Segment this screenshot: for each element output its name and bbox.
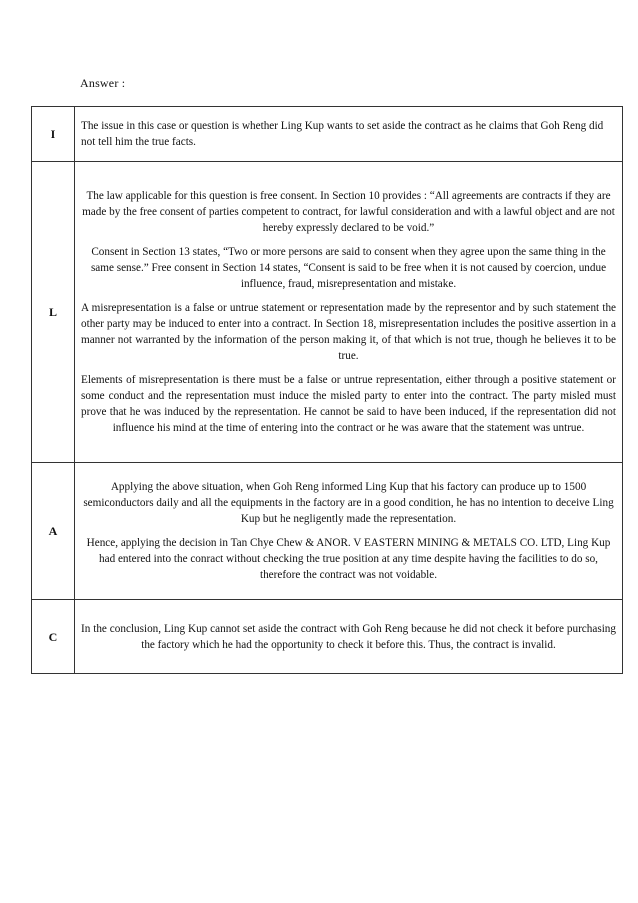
issue-letter: I [32, 107, 75, 162]
law-paragraph: A misrepresentation is a false or untrue statement or representation made by the representor and by such statement the other party may be induced to enter into a contract. In Section 18, misrepresentation includes the positive assertion in a manner not warranted by the information of the person making it, of that which is not true, though he believes it to be true. [81, 302, 616, 362]
irac-table [31, 106, 623, 674]
issue-paragraph: The issue in this case or question is whether Ling Kup wants to set aside the contract as he claims that Goh Reng did not tell him the true facts. [81, 120, 604, 148]
conclusion-letter: C [32, 600, 75, 674]
application-row [32, 463, 623, 600]
issue-content [75, 107, 623, 162]
issue-row [32, 107, 623, 162]
application-content [75, 463, 623, 600]
conclusion-content [75, 600, 623, 674]
law-row [32, 162, 623, 463]
law-paragraph: Elements of misrepresentation is there must be a false or untrue representation, either through a positive statement or some conduct and the representation must induce the misled party to enter into the contract. The party misled must prove that he was induced by the representation. He cannot be said to have been induced, if the representation did not influence his mind at the time of entering into the contract or he was aware that the statement was untrue. [81, 374, 616, 434]
conclusion-row [32, 600, 623, 674]
law-content [75, 162, 623, 463]
law-paragraph: Consent in Section 13 states, “Two or more persons are said to consent when they agree upon the same thing in the same sense.” Free consent in Section 14 states, “Consent is said to be free when it is not caused by coercion, undue influence, fraud, misrepresentation and mistake. [90, 246, 607, 290]
conclusion-paragraph: In the conclusion, Ling Kup cannot set aside the contract with Goh Reng because he did not check it before purchasing the factory which he had the opportunity to check it before this. Thus, the contract is invalid. [81, 622, 616, 651]
application-paragraph: Applying the above situation, when Goh Reng informed Ling Kup that his factory can produce up to 1500 semiconductors daily and all the equipments in the factory are in a good condition, he has no intention to deceive Ling Kup but he negligently made the representation. [83, 481, 614, 525]
law-paragraph: The law applicable for this question is free consent. In Section 10 provides : “All agreements are contracts if they are made by the free consent of parties competent to contract, for lawful consideration and with a lawful object and are not hereby expressly declared to be void.” [82, 190, 615, 234]
answer-label: Answer : [80, 76, 126, 90]
law-letter: L [32, 162, 75, 463]
application-letter: A [32, 463, 75, 600]
application-paragraph: Hence, applying the decision in Tan Chye Chew & ANOR. V EASTERN MINING & METALS CO. LTD, Ling Kup had entered into the conract without checking the true position at any time despite having the facilities to do so, therefore the contract was not voidable. [86, 537, 611, 581]
